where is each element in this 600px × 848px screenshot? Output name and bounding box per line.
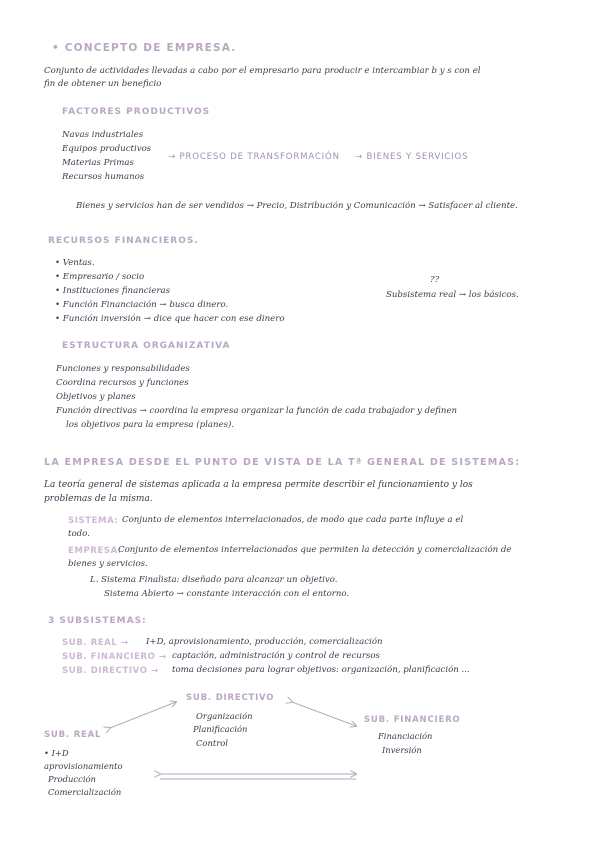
- sistema-finalista: L. Sistema Finalista: diseñado para alcanzar un objetivo.: [90, 575, 338, 585]
- recursos-heading: RECURSOS FINANCIEROS.: [48, 236, 199, 246]
- recurso-item: • Empresario / socio: [55, 272, 145, 282]
- empresa-label: EMPRESA:: [68, 546, 122, 556]
- diagram-real-item: Producción: [48, 774, 96, 784]
- sub-real-text: I+D, aprovisionamiento, producción, comercialización: [146, 637, 383, 647]
- diagram-real-title: SUB. REAL: [44, 730, 102, 740]
- factor-item: Navas industriales: [62, 130, 144, 140]
- factores-heading: FACTORES PRODUCTIVOS: [62, 107, 211, 117]
- arrow-real-directivo: [110, 702, 176, 728]
- estructura-directivas-2: los objetivos para la empresa (planes).: [66, 420, 235, 430]
- estructura-item: Coordina recursos y funciones: [56, 378, 189, 388]
- sub-financiero-label: SUB. FINANCIERO →: [62, 652, 167, 662]
- factor-item: Materias Primas: [62, 158, 134, 168]
- recurso-item: • Función Financiación → busca dinero.: [55, 300, 229, 310]
- diagram-real-item: aprovisionamiento: [44, 761, 123, 771]
- bienes-servicios: → BIENES Y SERVICIOS: [355, 152, 469, 162]
- question-mark: ??: [430, 275, 440, 285]
- estructura-directivas-1: Función directivas → coordina la empresa organizar la función de cada trabajador y definen: [56, 406, 458, 416]
- diagram-financiero-item: Financiación: [378, 731, 433, 741]
- estructura-item: Objetivos y planes: [56, 392, 136, 402]
- factor-item: Equipos productivos: [62, 144, 152, 154]
- diagram-directivo-title: SUB. DIRECTIVO: [186, 693, 275, 703]
- recurso-item: • Función inversión → dice que hacer con ese dinero: [55, 314, 285, 324]
- diagram-financiero-title: SUB. FINANCIERO: [364, 715, 461, 725]
- sub-directivo-label: SUB. DIRECTIVO →: [62, 666, 159, 676]
- diagram-financiero-item: Inversión: [382, 745, 422, 755]
- diagram-directivo-item: Planificación: [193, 724, 248, 734]
- diagram-real-item: • I+D: [44, 748, 69, 758]
- recurso-item: • Ventas.: [55, 258, 95, 268]
- sistemas-intro-2: problemas de la misma.: [44, 494, 153, 504]
- estructura-heading: ESTRUCTURA ORGANIZATIVA: [62, 341, 231, 351]
- sistema-label: SISTEMA:: [68, 516, 119, 526]
- sub-real-label: SUB. REAL →: [62, 638, 129, 648]
- sistemas-heading: LA EMPRESA DESDE EL PUNTO DE VISTA DE LA Tª GENERAL DE SISTEMAS:: [44, 457, 521, 468]
- sistema-abierto: Sistema Abierto → constante interacción con el entorno.: [104, 589, 350, 599]
- concepto-line-2: fin de obtener un beneficio: [44, 79, 162, 89]
- proceso-transformacion: → PROCESO DE TRANSFORMACIÓN: [168, 152, 340, 162]
- factores-summary: Bienes y servicios han de ser vendidos → Precio, Distribución y Comunicación → Satisfacer al cliente.: [76, 201, 518, 211]
- sistema-line-2: todo.: [68, 529, 90, 539]
- arrow-directivo-financiero: [292, 702, 356, 726]
- concepto-line-1: Conjunto de actividades llevadas a cabo por el empresario para producir e intercambiar b y s con el: [44, 66, 481, 76]
- recursos-side-note: Subsistema real → los básicos.: [386, 290, 519, 300]
- diagram-real-item: Comercialización: [48, 787, 122, 797]
- recurso-item: • Instituciones financieras: [55, 286, 171, 296]
- sistemas-intro-1: La teoría general de sistemas aplicada a la empresa permite describir el funcionamiento y los: [44, 480, 473, 490]
- diagram-directivo-item: Organización: [196, 711, 253, 721]
- estructura-item: Funciones y responsabilidades: [56, 364, 190, 374]
- factor-item: Recursos humanos: [62, 172, 145, 182]
- subsistemas-heading: 3 SUBSISTEMAS:: [48, 616, 147, 626]
- empresa-line-2: bienes y servicios.: [68, 559, 148, 569]
- sub-directivo-text: toma decisiones para lograr objetivos: organización, planificación ...: [172, 665, 470, 675]
- diagram-directivo-item: Control: [196, 738, 228, 748]
- sistema-line-1: Conjunto de elementos interrelacionados, de modo que cada parte influye a el: [122, 515, 464, 525]
- concepto-heading: • CONCEPTO DE EMPRESA.: [52, 42, 237, 54]
- sub-financiero-text: captación, administración y control de recursos: [172, 651, 380, 661]
- empresa-line-1: Conjunto de elementos interrelacionados que permiten la detección y comercialización de: [118, 545, 512, 555]
